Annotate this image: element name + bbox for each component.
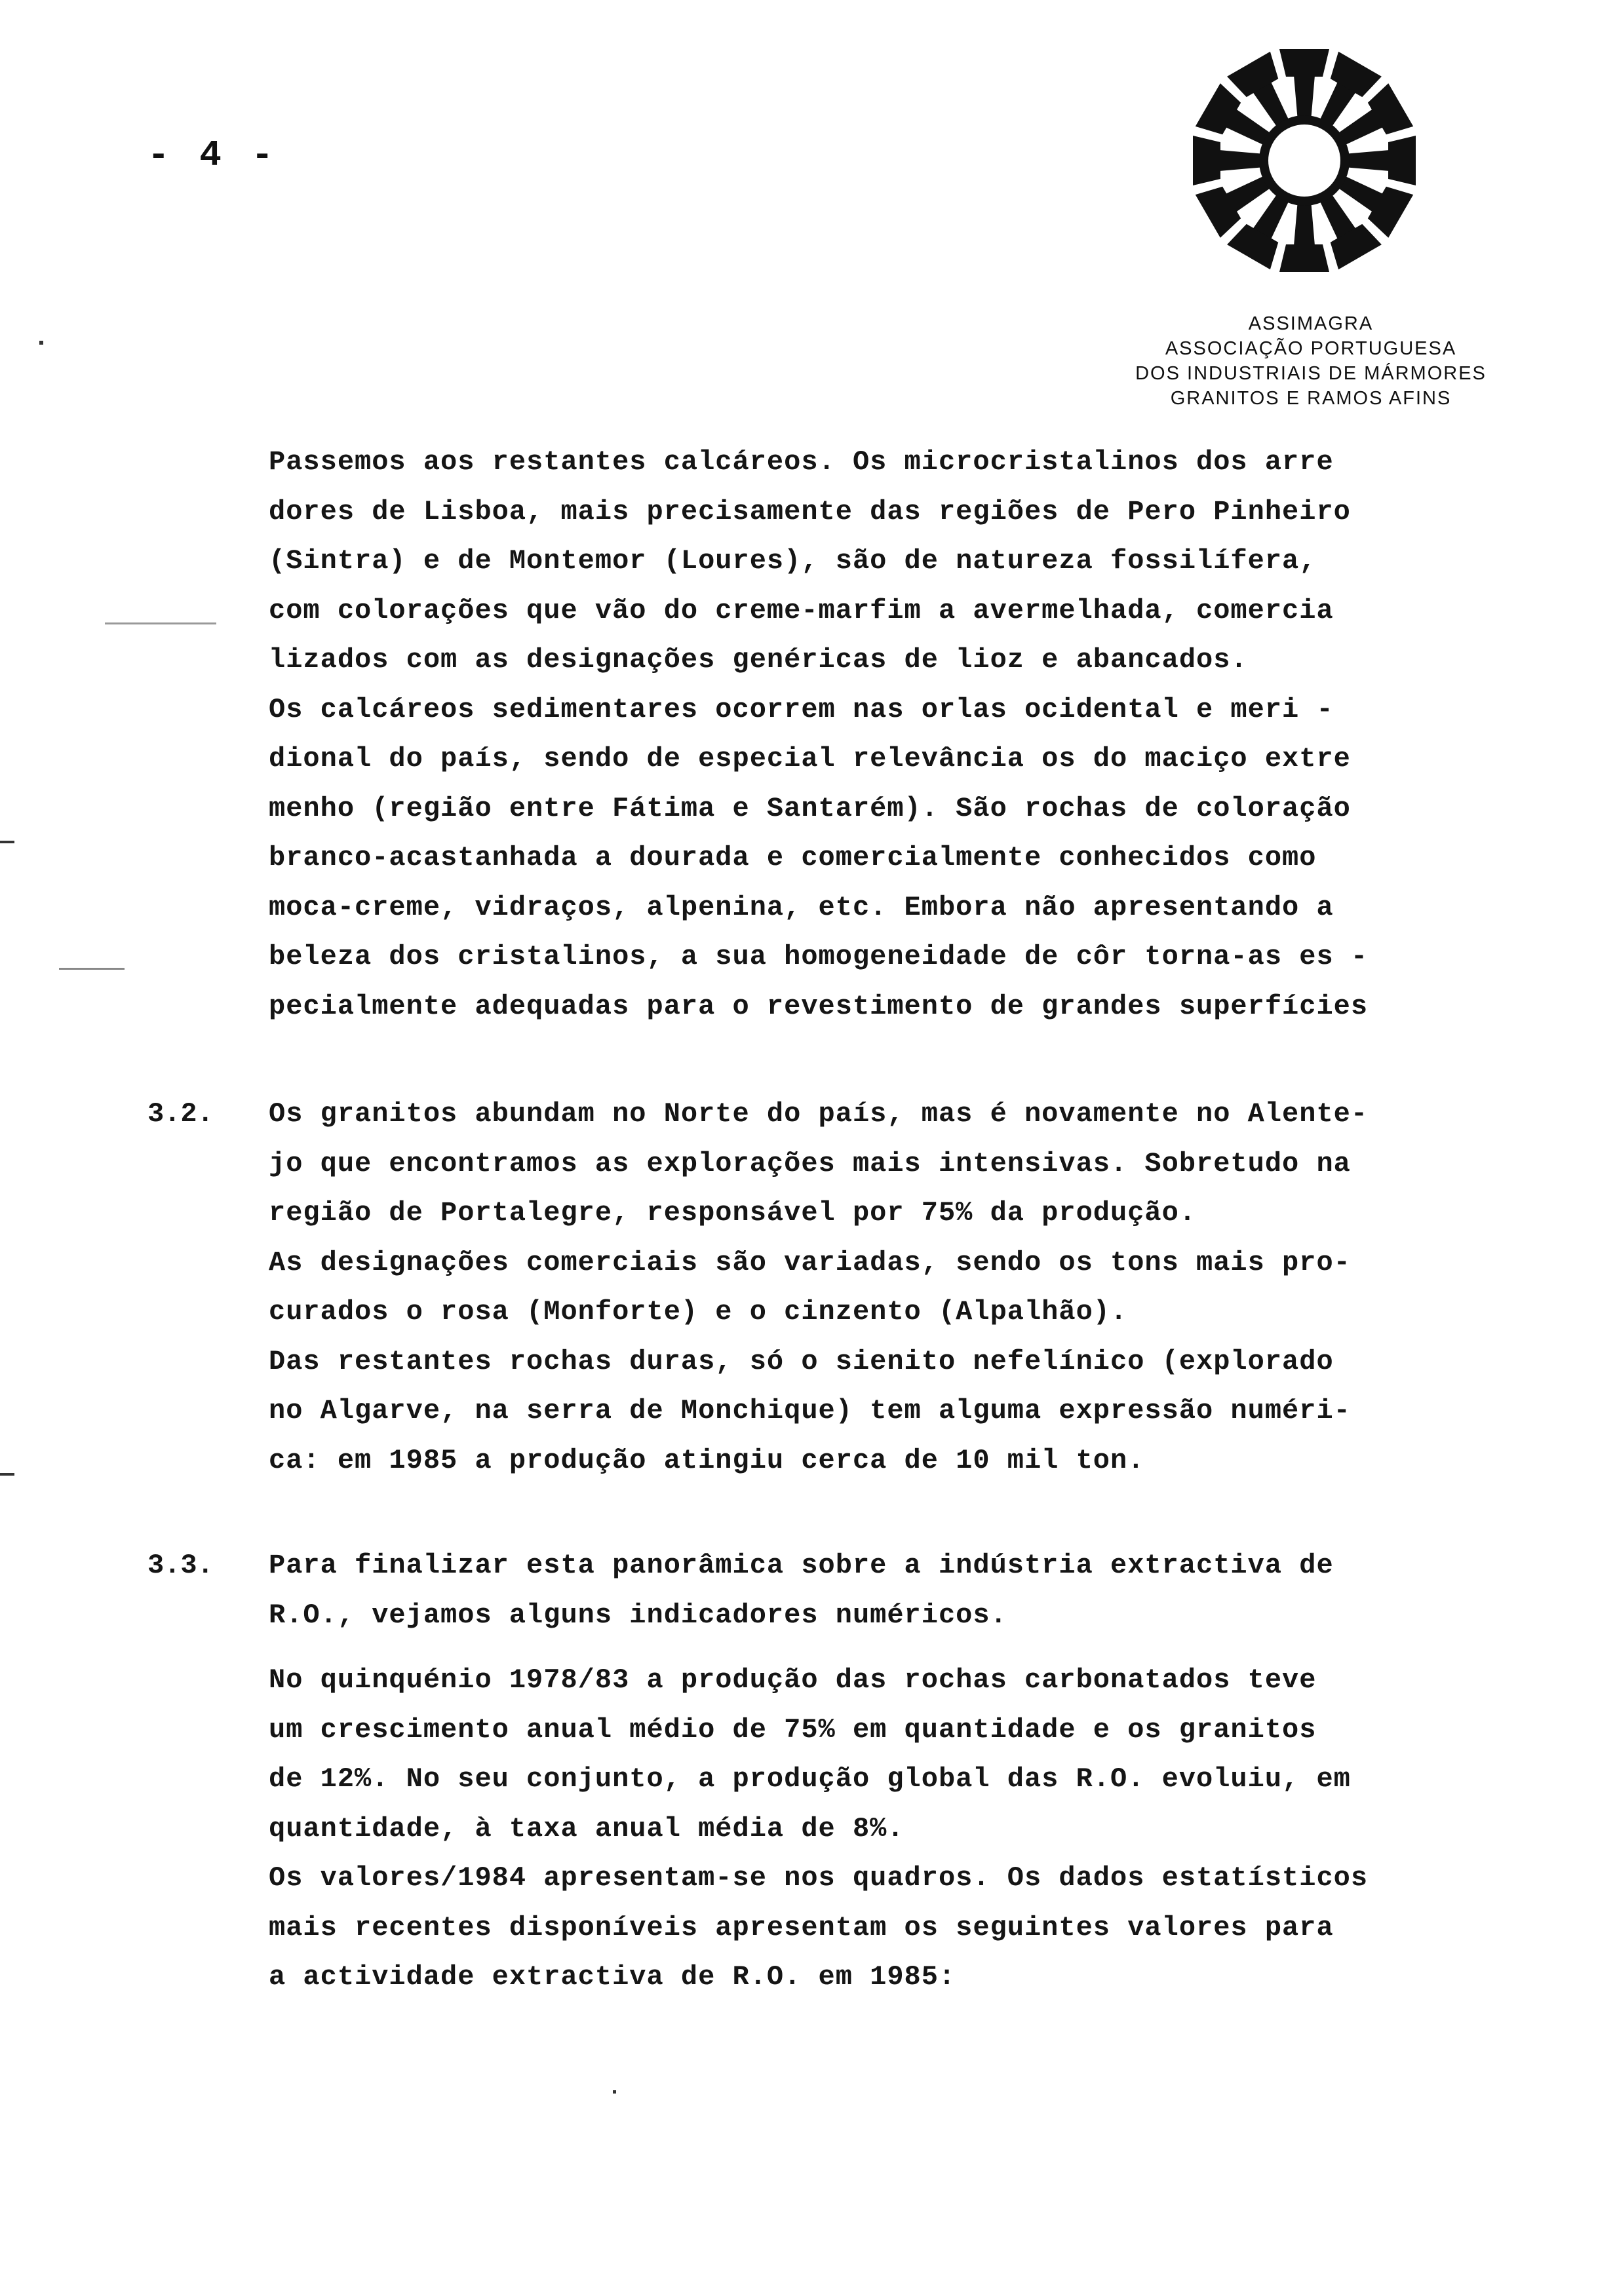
text-line: Passemos aos restantes calcáreos. Os microcristalinos dos arre [269,446,1334,478]
text-line: moca-creme, vidraços, alpenina, etc. Embora não apresentando a [269,891,1334,923]
text-line: No quinquénio 1978/83 a produção das rochas carbonatados teve [269,1664,1317,1696]
organization-acronym: ASSIMAGRA [1248,313,1374,334]
text-line: dional do país, sendo de especial relevância os do maciço extre [269,743,1351,775]
section-3-3-paragraph [269,1656,1540,2002]
organization-name-line-2: DOS INDUSTRIAIS DE MÁRMORES [1135,363,1487,384]
text-line: beleza dos cristalinos, a sua homogeneidade de côr torna-as es - [269,941,1369,972]
text-line: branco-acastanhada a dourada e comercialmente conhecidos como [269,842,1317,873]
logo-spoke [1193,136,1265,185]
section-3-2-paragraph [269,1090,1540,1485]
text-line: Os granitos abundam no Norte do país, mas é novamente no Alente- [269,1098,1369,1130]
organization-block [1101,311,1521,411]
logo-spoke [1279,49,1329,121]
text-line: Os calcáreos sedimentares ocorrem nas orlas ocidental e meri - [269,693,1334,725]
scan-mark [0,841,14,843]
logo-spoke [1344,136,1416,185]
assimagra-sunburst-logo-icon [1180,36,1429,285]
section-number: 3.2. [147,1098,214,1130]
text-line: a actividade extractiva de R.O. em 1985: [269,1961,956,1993]
text-line: As designações comerciais são variadas, sendo os tons mais pro- [269,1246,1351,1278]
scan-mark [39,341,43,345]
logo-spoke [1279,200,1329,272]
text-line: jo que encontramos as explorações mais intensivas. Sobretudo na [269,1147,1351,1179]
text-line: R.O., vejamos alguns indicadores numéricos. [269,1599,1007,1631]
text-line: menho (região entre Fátima e Santarém). São rochas de coloração [269,792,1351,824]
text-line: (Sintra) e de Montemor (Loures), são de natureza fossilífera, [269,545,1317,577]
text-line: Das restantes rochas duras, só o sienito nefelínico (explorado [269,1345,1334,1377]
page-number: - 4 - [147,134,278,176]
intro-paragraph [269,438,1540,1031]
text-line: com colorações que vão do creme-marfim a avermelhada, comercia [269,594,1334,626]
text-line: lizados com as designações genéricas de lioz e abancados. [269,644,1248,676]
text-line: curados o rosa (Monforte) e o cinzento (Alpalhão). [269,1296,1128,1328]
organization-name-line-3: GRANITOS E RAMOS AFINS [1170,388,1452,409]
section-number: 3.3. [147,1550,214,1581]
text-line: mais recentes disponíveis apresentam os seguintes valores para [269,1911,1334,1943]
text-line: Os valores/1984 apresentam-se nos quadros. Os dados estatísticos [269,1862,1369,1894]
section-3-3-intro [269,1541,1540,1640]
text-line: região de Portalegre, responsável por 75% da produção. [269,1197,1197,1229]
scan-mark [0,1473,14,1476]
text-line: ca: em 1985 a produção atingiu cerca de 10 mil ton. [269,1444,1145,1476]
text-line: um crescimento anual médio de 75% em quantidade e os granitos [269,1713,1317,1746]
text-line: quantidade, à taxa anual média de 8%. [269,1812,905,1845]
organization-name-line-1: ASSOCIAÇÃO PORTUGUESA [1165,338,1457,359]
scan-mark [105,622,216,624]
text-line: Para finalizar esta panorâmica sobre a indústria extractiva de [269,1550,1334,1581]
text-line: dores de Lisboa, mais precisamente das regiões de Pero Pinheiro [269,495,1351,527]
scan-mark [613,2090,616,2094]
text-line: pecialmente adequadas para o revestimento de grandes superfícies [269,990,1369,1022]
text-line: de 12%. No seu conjunto, a produção global das R.O. evoluiu, em [269,1763,1351,1795]
text-line: no Algarve, na serra de Monchique) tem alguma expressão numéri- [269,1395,1351,1426]
scan-mark [59,968,125,970]
